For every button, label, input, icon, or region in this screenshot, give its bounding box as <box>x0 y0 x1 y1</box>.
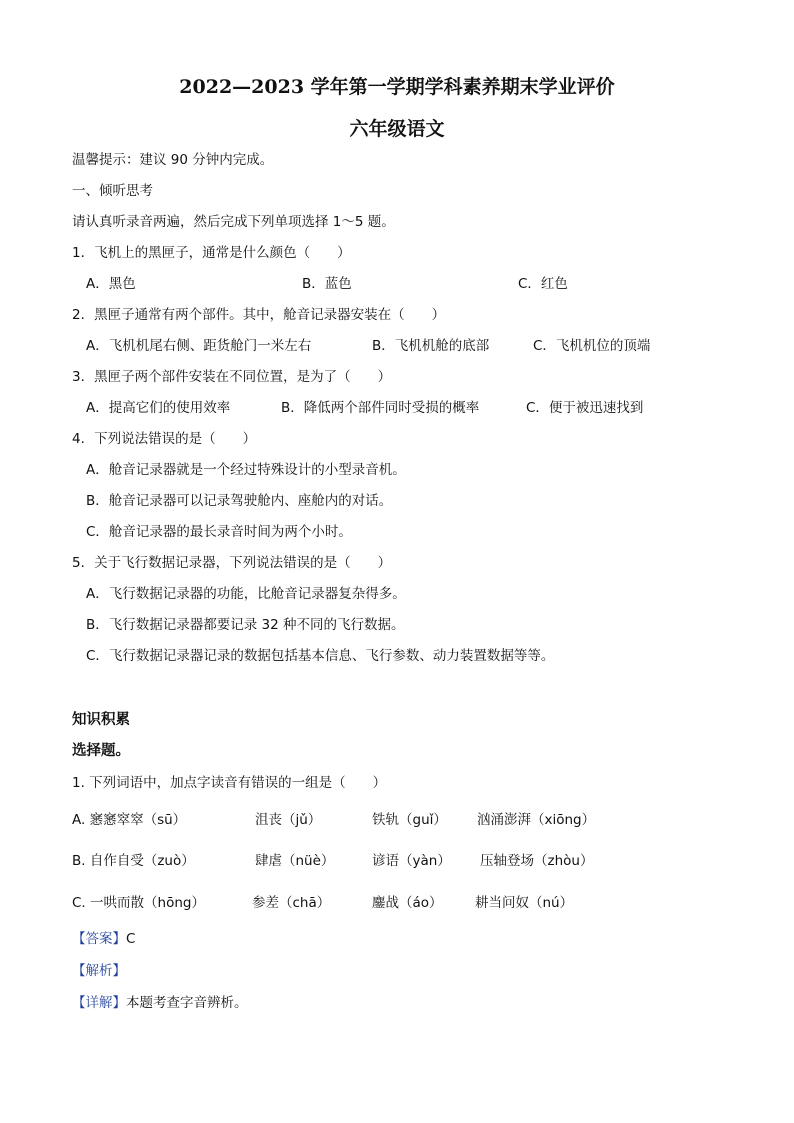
question-5-option-b: B．飞行数据记录器都要记录 32 种不同的飞行数据。 <box>86 617 405 633</box>
answer-line <box>72 930 135 948</box>
row-b-item-2: 肆虐（nüè） <box>255 853 335 869</box>
knowledge-question-stem: 1. 下列词语中，加点字读音有错误的一组是（ ） <box>72 775 387 791</box>
tip-text: 温馨提示：建议 90 分钟内完成。 <box>72 152 274 168</box>
question-3-option-b: B．降低两个部件同时受损的概率 <box>281 400 480 416</box>
question-4-option-c: C．舱音记录器的最长录音时间为两个小时。 <box>86 524 352 540</box>
detail-line <box>72 994 248 1012</box>
question-5-stem: 5．关于飞行数据记录器，下列说法错误的是（ ） <box>72 555 392 571</box>
answer-value: C <box>126 931 136 947</box>
question-1-option-c: C．红色 <box>518 276 568 292</box>
question-4-option-a: A．舱音记录器就是一个经过特殊设计的小型录音机。 <box>86 462 406 478</box>
question-1-option-b: B．蓝色 <box>302 276 352 292</box>
part2-heading: 知识积累 <box>72 712 130 728</box>
question-5-option-c: C．飞行数据记录器记录的数据包括基本信息、飞行参数、动力装置数据等等。 <box>86 648 555 664</box>
page-title: 2022—2023 学年第一学期学科素养期末学业评价 <box>179 76 615 98</box>
question-3-option-c: C．便于被迅速找到 <box>526 400 644 416</box>
detail-text: 本题考查字音辨析。 <box>126 995 248 1011</box>
part1-heading: 一、倾听思考 <box>72 183 153 199</box>
detail-label: 【详解】 <box>72 995 126 1011</box>
row-a-item-4: 汹涌澎湃（xiōng） <box>477 812 596 828</box>
row-a-item-2: 沮丧（jǔ） <box>255 812 322 828</box>
part1-instruction: 请认真听录音两遍，然后完成下列单项选择 1～5 题。 <box>72 214 395 230</box>
question-5-option-a: A．飞行数据记录器的功能，比舱音记录器复杂得多。 <box>86 586 406 602</box>
question-2-option-c: C．飞机机位的顶端 <box>533 338 651 354</box>
row-b-item-3: 谚语（yàn） <box>372 853 451 869</box>
row-c-item-4: 耕当问奴（nú） <box>475 895 574 911</box>
question-1-option-a: A．黑色 <box>86 276 136 292</box>
question-1-stem: 1．飞机上的黑匣子，通常是什么颜色（ ） <box>72 245 351 261</box>
question-4-option-b: B．舱音记录器可以记录驾驶舱内、座舱内的对话。 <box>86 493 393 509</box>
row-b-item-4: 压轴登场（zhòu） <box>480 853 594 869</box>
question-2-option-b: B．飞机机舱的底部 <box>372 338 490 354</box>
question-2-option-a: A．飞机机尾右侧、距货舱门一米左右 <box>86 338 312 354</box>
row-b-item-1: B. 自作自受（zuò） <box>72 853 195 869</box>
question-2-stem: 2．黑匣子通常有两个部件。其中，舱音记录器安装在（ ） <box>72 307 446 323</box>
question-4-stem: 4．下列说法错误的是（ ） <box>72 431 257 447</box>
row-c-item-2: 参差（chā） <box>252 895 331 911</box>
page-subtitle: 六年级语文 <box>349 118 445 140</box>
row-a-item-3: 铁轨（guǐ） <box>372 812 447 828</box>
question-3-stem: 3．黑匣子两个部件安装在不同位置，是为了（ ） <box>72 369 392 385</box>
row-c-item-3: 鏖战（áo） <box>372 895 443 911</box>
analysis-label: 【解析】 <box>72 963 126 979</box>
row-a-item-1: A. 窸窸窣窣（sū） <box>72 812 187 828</box>
question-3-option-a: A．提高它们的使用效率 <box>86 400 231 416</box>
row-c-item-1: C. 一哄而散（hōng） <box>72 895 205 911</box>
part2-subheading: 选择题。 <box>72 743 130 759</box>
answer-label: 【答案】 <box>72 931 126 947</box>
